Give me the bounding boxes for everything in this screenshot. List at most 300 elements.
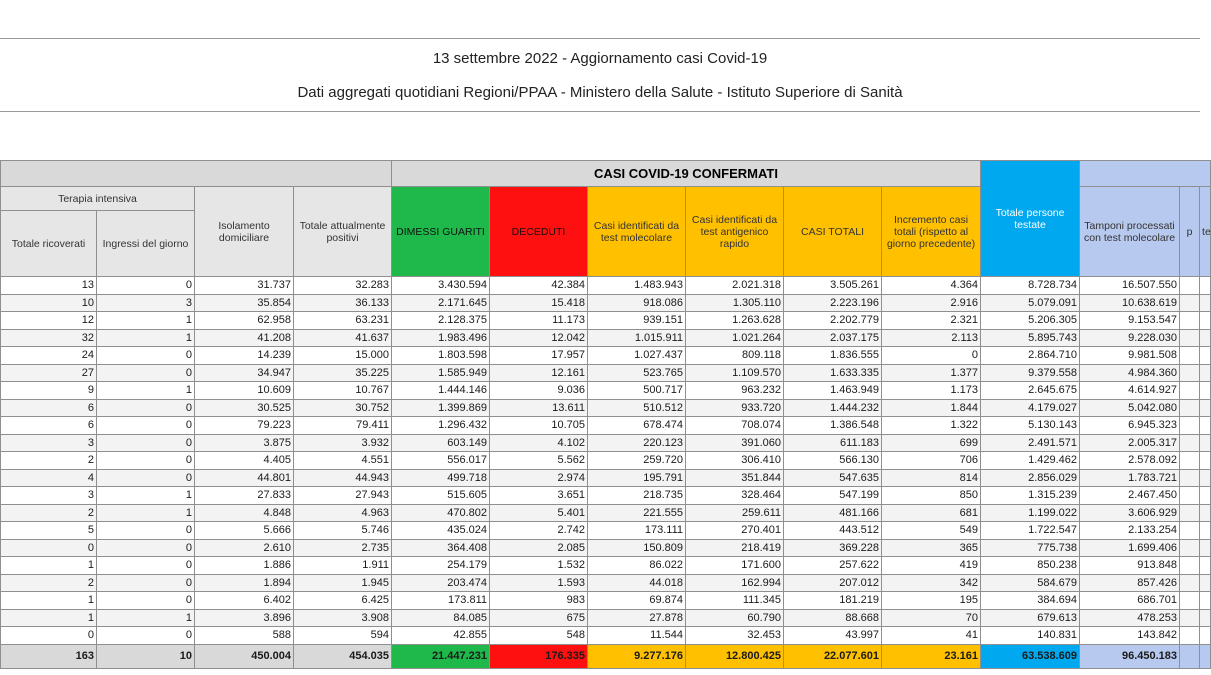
table-cell: 1.911 [294,557,392,575]
table-cell: 12 [1,312,97,330]
table-cell: 31.737 [195,277,294,295]
table-cell: 1.109.570 [686,364,784,382]
table-cell: 384.694 [981,592,1080,610]
table-cell: 15.418 [490,294,588,312]
table-cell: 706 [882,452,981,470]
table-row [1,504,1211,522]
table-row [1,539,1211,557]
table-cell: 1.886 [195,557,294,575]
table-cell: 143.842 [1080,627,1180,645]
table-cell: 481.166 [784,504,882,522]
table-cell: 218.419 [686,539,784,557]
table-cell: 111.345 [686,592,784,610]
total-cell: 63.538.609 [981,644,1080,668]
table-cell-cut [1180,399,1200,417]
table-cell: 259.611 [686,504,784,522]
table-cell-cut [1180,364,1200,382]
table-cell: 32.283 [294,277,392,295]
table-cell: 270.401 [686,522,784,540]
table-cell: 681 [882,504,981,522]
table-cell-cut [1180,557,1200,575]
table-cell: 4.614.927 [1080,382,1180,400]
table-cell: 3 [97,294,195,312]
table-cell: 1.532 [490,557,588,575]
table-cell: 1.722.547 [981,522,1080,540]
table-cell: 12.042 [490,329,588,347]
table-cell: 963.232 [686,382,784,400]
table-cell: 0 [97,452,195,470]
col-header-cut-1: p [1180,187,1200,277]
table-cell-cut [1200,452,1211,470]
table-cell: 1.444.232 [784,399,882,417]
table-cell: 4.551 [294,452,392,470]
table-cell: 27.833 [195,487,294,505]
table-cell: 708.074 [686,417,784,435]
report-header [0,38,1200,112]
table-cell: 1.699.406 [1080,539,1180,557]
table-cell: 3 [1,487,97,505]
table-cell: 10.638.619 [1080,294,1180,312]
table-cell-cut [1180,294,1200,312]
table-cell: 515.605 [392,487,490,505]
table-cell: 41 [882,627,981,645]
table-cell: 4.848 [195,504,294,522]
table-cell: 499.718 [392,469,490,487]
table-cell: 351.844 [686,469,784,487]
table-cell: 594 [294,627,392,645]
total-cell: 12.800.425 [686,644,784,668]
table-cell-cut [1180,522,1200,540]
table-row [1,574,1211,592]
table-cell: 1.463.949 [784,382,882,400]
table-cell: 850.238 [981,557,1080,575]
table-cell-cut [1180,627,1200,645]
table-cell: 221.555 [588,504,686,522]
table-cell: 4.984.360 [1080,364,1180,382]
table-cell: 259.720 [588,452,686,470]
table-cell: 2.864.710 [981,347,1080,365]
table-cell: 2.645.675 [981,382,1080,400]
table-cell: 84.085 [392,609,490,627]
confirmed-cases-banner: CASI COVID-19 CONFERMATI [392,161,981,187]
col-header-totale-positivi: Totale attualmente positivi [294,187,392,277]
table-cell: 1.483.943 [588,277,686,295]
table-cell: 60.790 [686,609,784,627]
table-cell: 79.411 [294,417,392,435]
header-blank-top [1,161,392,187]
table-cell: 699 [882,434,981,452]
table-row [1,452,1211,470]
table-cell: 42.384 [490,277,588,295]
table-cell-cut [1200,347,1211,365]
table-cell: 1 [1,592,97,610]
table-cell: 1.983.496 [392,329,490,347]
table-cell: 547.635 [784,469,882,487]
table-row [1,487,1211,505]
table-cell: 2 [1,574,97,592]
table-row [1,399,1211,417]
table-cell: 173.811 [392,592,490,610]
table-cell: 195 [882,592,981,610]
table-cell: 5.079.091 [981,294,1080,312]
table-cell-cut [1200,592,1211,610]
total-cell: 163 [1,644,97,668]
table-cell: 2.021.318 [686,277,784,295]
table-cell: 4 [1,469,97,487]
table-cell: 43.997 [784,627,882,645]
table-cell: 391.060 [686,434,784,452]
table-cell: 435.024 [392,522,490,540]
col-header-casi-totali: CASI TOTALI [784,187,882,277]
table-cell: 79.223 [195,417,294,435]
table-cell: 3.651 [490,487,588,505]
table-cell-cut [1200,364,1211,382]
table-cell: 1.199.022 [981,504,1080,522]
table-cell: 2.085 [490,539,588,557]
table-cell: 913.848 [1080,557,1180,575]
table-cell: 36.133 [294,294,392,312]
table-cell: 14.239 [195,347,294,365]
table-cell: 0 [97,627,195,645]
table-cell: 1.836.555 [784,347,882,365]
table-cell: 9.379.558 [981,364,1080,382]
table-cell: 13 [1,277,97,295]
table-cell-cut [1180,574,1200,592]
report-title: 13 settembre 2022 - Aggiornamento casi Covid-19 [432,50,768,67]
table-cell: 3.908 [294,609,392,627]
table-cell: 549 [882,522,981,540]
col-header-incremento: Incremento casi totali (rispetto al giorno precedente) [882,187,981,277]
table-cell: 548 [490,627,588,645]
total-cell: 9.277.176 [588,644,686,668]
table-cell: 1 [1,609,97,627]
table-cell: 369.228 [784,539,882,557]
table-cell: 42.855 [392,627,490,645]
table-cell: 0 [97,592,195,610]
table-cell: 88.668 [784,609,882,627]
table-cell: 850 [882,487,981,505]
table-cell-cut [1200,312,1211,330]
table-row [1,347,1211,365]
table-cell: 9.153.547 [1080,312,1180,330]
table-cell-cut [1200,277,1211,295]
table-cell: 195.791 [588,469,686,487]
col-header-isolamento: Isolamento domiciliare [195,187,294,277]
table-row [1,609,1211,627]
table-cell-cut [1200,574,1211,592]
table-cell: 0 [97,469,195,487]
total-cell-cut [1180,644,1200,668]
table-cell: 0 [97,557,195,575]
table-cell: 1.444.146 [392,382,490,400]
table-cell: 41.208 [195,329,294,347]
table-cell: 27.943 [294,487,392,505]
table-cell: 35.225 [294,364,392,382]
table-cell: 44.943 [294,469,392,487]
table-cell: 5.746 [294,522,392,540]
table-cell-cut [1180,487,1200,505]
table-row [1,592,1211,610]
table-cell: 1.894 [195,574,294,592]
table-row [1,312,1211,330]
table-row [1,382,1211,400]
table-cell: 162.994 [686,574,784,592]
table-row [1,557,1211,575]
table-cell: 2.037.175 [784,329,882,347]
table-cell: 24 [1,347,97,365]
table-cell: 0 [97,399,195,417]
table-cell: 1.633.335 [784,364,882,382]
table-cell: 6 [1,399,97,417]
table-cell: 1.783.721 [1080,469,1180,487]
table-cell: 218.735 [588,487,686,505]
table-cell: 0 [97,277,195,295]
table-cell-cut [1200,609,1211,627]
table-cell: 6.425 [294,592,392,610]
table-cell: 1 [97,504,195,522]
table-cell: 2.223.196 [784,294,882,312]
header-lav-top [1080,161,1211,187]
table-cell: 478.253 [1080,609,1180,627]
table-row [1,469,1211,487]
table-cell: 5 [1,522,97,540]
col-header-molecolare: Casi identificati da test molecolare [588,187,686,277]
table-cell: 933.720 [686,399,784,417]
table-cell: 5.401 [490,504,588,522]
table-cell: 1 [1,557,97,575]
table-cell-cut [1180,417,1200,435]
col-header-cut-2: te [1200,187,1211,277]
table-cell: 2.974 [490,469,588,487]
col-header-totale-ricoverati: Totale ricoverati [1,211,97,277]
table-cell: 9 [1,382,97,400]
table-row [1,417,1211,435]
total-cell: 22.077.601 [784,644,882,668]
table-cell: 5.130.143 [981,417,1080,435]
table-cell: 3.606.929 [1080,504,1180,522]
table-cell: 5.895.743 [981,329,1080,347]
table-cell: 1.945 [294,574,392,592]
table-cell: 983 [490,592,588,610]
covid-data-table [0,160,1211,669]
table-cell: 171.600 [686,557,784,575]
table-cell: 1.803.598 [392,347,490,365]
table-cell: 1 [97,312,195,330]
table-cell: 0 [97,364,195,382]
table-cell-cut [1200,522,1211,540]
table-cell-cut [1200,399,1211,417]
table-cell: 30.525 [195,399,294,417]
table-cell: 69.874 [588,592,686,610]
total-cell: 450.004 [195,644,294,668]
table-cell-cut [1200,504,1211,522]
table-cell: 470.802 [392,504,490,522]
table-cell: 1.322 [882,417,981,435]
table-cell-cut [1200,557,1211,575]
table-cell: 207.012 [784,574,882,592]
table-cell: 443.512 [784,522,882,540]
table-cell: 1.585.949 [392,364,490,382]
table-cell: 44.801 [195,469,294,487]
table-row [1,364,1211,382]
table-cell-cut [1180,469,1200,487]
table-cell-cut [1200,294,1211,312]
table-cell: 220.123 [588,434,686,452]
table-cell: 41.637 [294,329,392,347]
table-cell-cut [1180,452,1200,470]
table-cell: 27 [1,364,97,382]
table-cell: 2.005.317 [1080,434,1180,452]
table-row [1,294,1211,312]
table-cell: 32.453 [686,627,784,645]
total-cell: 21.447.231 [392,644,490,668]
table-cell: 6.945.323 [1080,417,1180,435]
table-cell-cut [1180,329,1200,347]
table-cell: 2.742 [490,522,588,540]
table-cell-cut [1180,347,1200,365]
table-cell: 686.701 [1080,592,1180,610]
table-cell: 2.128.375 [392,312,490,330]
table-cell: 6.402 [195,592,294,610]
table-cell: 0 [97,434,195,452]
table-cell: 0 [1,627,97,645]
table-body [1,277,1211,645]
table-cell: 1.027.437 [588,347,686,365]
table-cell: 2.856.029 [981,469,1080,487]
col-header-tamponi-molecolare: Tamponi processati con test molecolare [1080,187,1180,277]
table-cell: 1 [97,487,195,505]
table-cell: 939.151 [588,312,686,330]
table-cell: 1 [97,329,195,347]
table-cell: 1.429.462 [981,452,1080,470]
table-cell: 35.854 [195,294,294,312]
table-cell: 10.767 [294,382,392,400]
table-cell: 3.896 [195,609,294,627]
table-cell: 775.738 [981,539,1080,557]
table-cell-cut [1200,329,1211,347]
table-cell: 3 [1,434,97,452]
table-cell: 17.957 [490,347,588,365]
table-cell: 5.042.080 [1080,399,1180,417]
table-cell-cut [1180,504,1200,522]
table-cell: 523.765 [588,364,686,382]
table-cell: 9.981.508 [1080,347,1180,365]
total-cell: 23.161 [882,644,981,668]
table-cell-cut [1180,609,1200,627]
col-header-persone-testate: Totale persone testate [981,161,1080,277]
terapia-intensiva-group: Terapia intensiva [1,187,195,211]
table-row [1,329,1211,347]
table-cell: 0 [97,417,195,435]
table-cell: 2.491.571 [981,434,1080,452]
report-subtitle: Dati aggregati quotidiani Regioni/PPAA - Ministero della Salute - Istituto Superiore di Sanità [297,84,903,101]
table-cell-cut [1200,417,1211,435]
table-cell: 1.399.869 [392,399,490,417]
table-cell: 44.018 [588,574,686,592]
table-cell: 678.474 [588,417,686,435]
table-cell: 2 [1,452,97,470]
table-cell: 809.118 [686,347,784,365]
table-cell: 0 [1,539,97,557]
table-row [1,522,1211,540]
table-cell: 181.219 [784,592,882,610]
table-cell: 306.410 [686,452,784,470]
table-cell-cut [1180,382,1200,400]
table-cell: 257.622 [784,557,882,575]
table-row [1,277,1211,295]
table-cell: 1.377 [882,364,981,382]
table-cell: 419 [882,557,981,575]
table-cell-cut [1180,434,1200,452]
table-cell: 588 [195,627,294,645]
table-cell: 63.231 [294,312,392,330]
table-cell: 32 [1,329,97,347]
table-cell: 1 [97,382,195,400]
table-cell-cut [1200,627,1211,645]
table-cell: 857.426 [1080,574,1180,592]
table-cell: 1.305.110 [686,294,784,312]
table-cell: 34.947 [195,364,294,382]
table-cell: 27.878 [588,609,686,627]
table-cell: 510.512 [588,399,686,417]
table-cell: 0 [882,347,981,365]
table-cell-cut [1180,277,1200,295]
table-cell: 1.386.548 [784,417,882,435]
table-cell: 173.111 [588,522,686,540]
table-cell: 10.705 [490,417,588,435]
table-cell: 70 [882,609,981,627]
table-cell-cut [1200,469,1211,487]
table-cell: 30.752 [294,399,392,417]
table-cell: 11.544 [588,627,686,645]
table-cell-cut [1180,312,1200,330]
table-cell: 5.206.305 [981,312,1080,330]
table-cell: 603.149 [392,434,490,452]
table-cell: 11.173 [490,312,588,330]
table-cell: 2.133.254 [1080,522,1180,540]
table-cell: 4.179.027 [981,399,1080,417]
table-cell: 16.507.550 [1080,277,1180,295]
table-cell: 1.015.911 [588,329,686,347]
total-cell: 176.335 [490,644,588,668]
table-cell: 12.161 [490,364,588,382]
table-cell: 6 [1,417,97,435]
total-cell: 10 [97,644,195,668]
table-cell: 2.578.092 [1080,452,1180,470]
table-cell: 15.000 [294,347,392,365]
table-cell: 1.593 [490,574,588,592]
table-cell: 342 [882,574,981,592]
col-header-ingressi-giorno: Ingressi del giorno [97,211,195,277]
table-cell: 679.613 [981,609,1080,627]
table-cell-cut [1200,487,1211,505]
total-cell-cut [1200,644,1211,668]
table-cell: 0 [97,574,195,592]
table-cell-cut [1180,592,1200,610]
table-cell: 0 [97,539,195,557]
table-cell: 611.183 [784,434,882,452]
total-cell: 454.035 [294,644,392,668]
table-cell-cut [1200,434,1211,452]
table-cell: 2.202.779 [784,312,882,330]
table-cell: 3.505.261 [784,277,882,295]
table-cell: 86.022 [588,557,686,575]
table-cell: 814 [882,469,981,487]
table-row [1,627,1211,645]
table-cell-cut [1200,382,1211,400]
table-cell: 4.963 [294,504,392,522]
table-cell: 10.609 [195,382,294,400]
